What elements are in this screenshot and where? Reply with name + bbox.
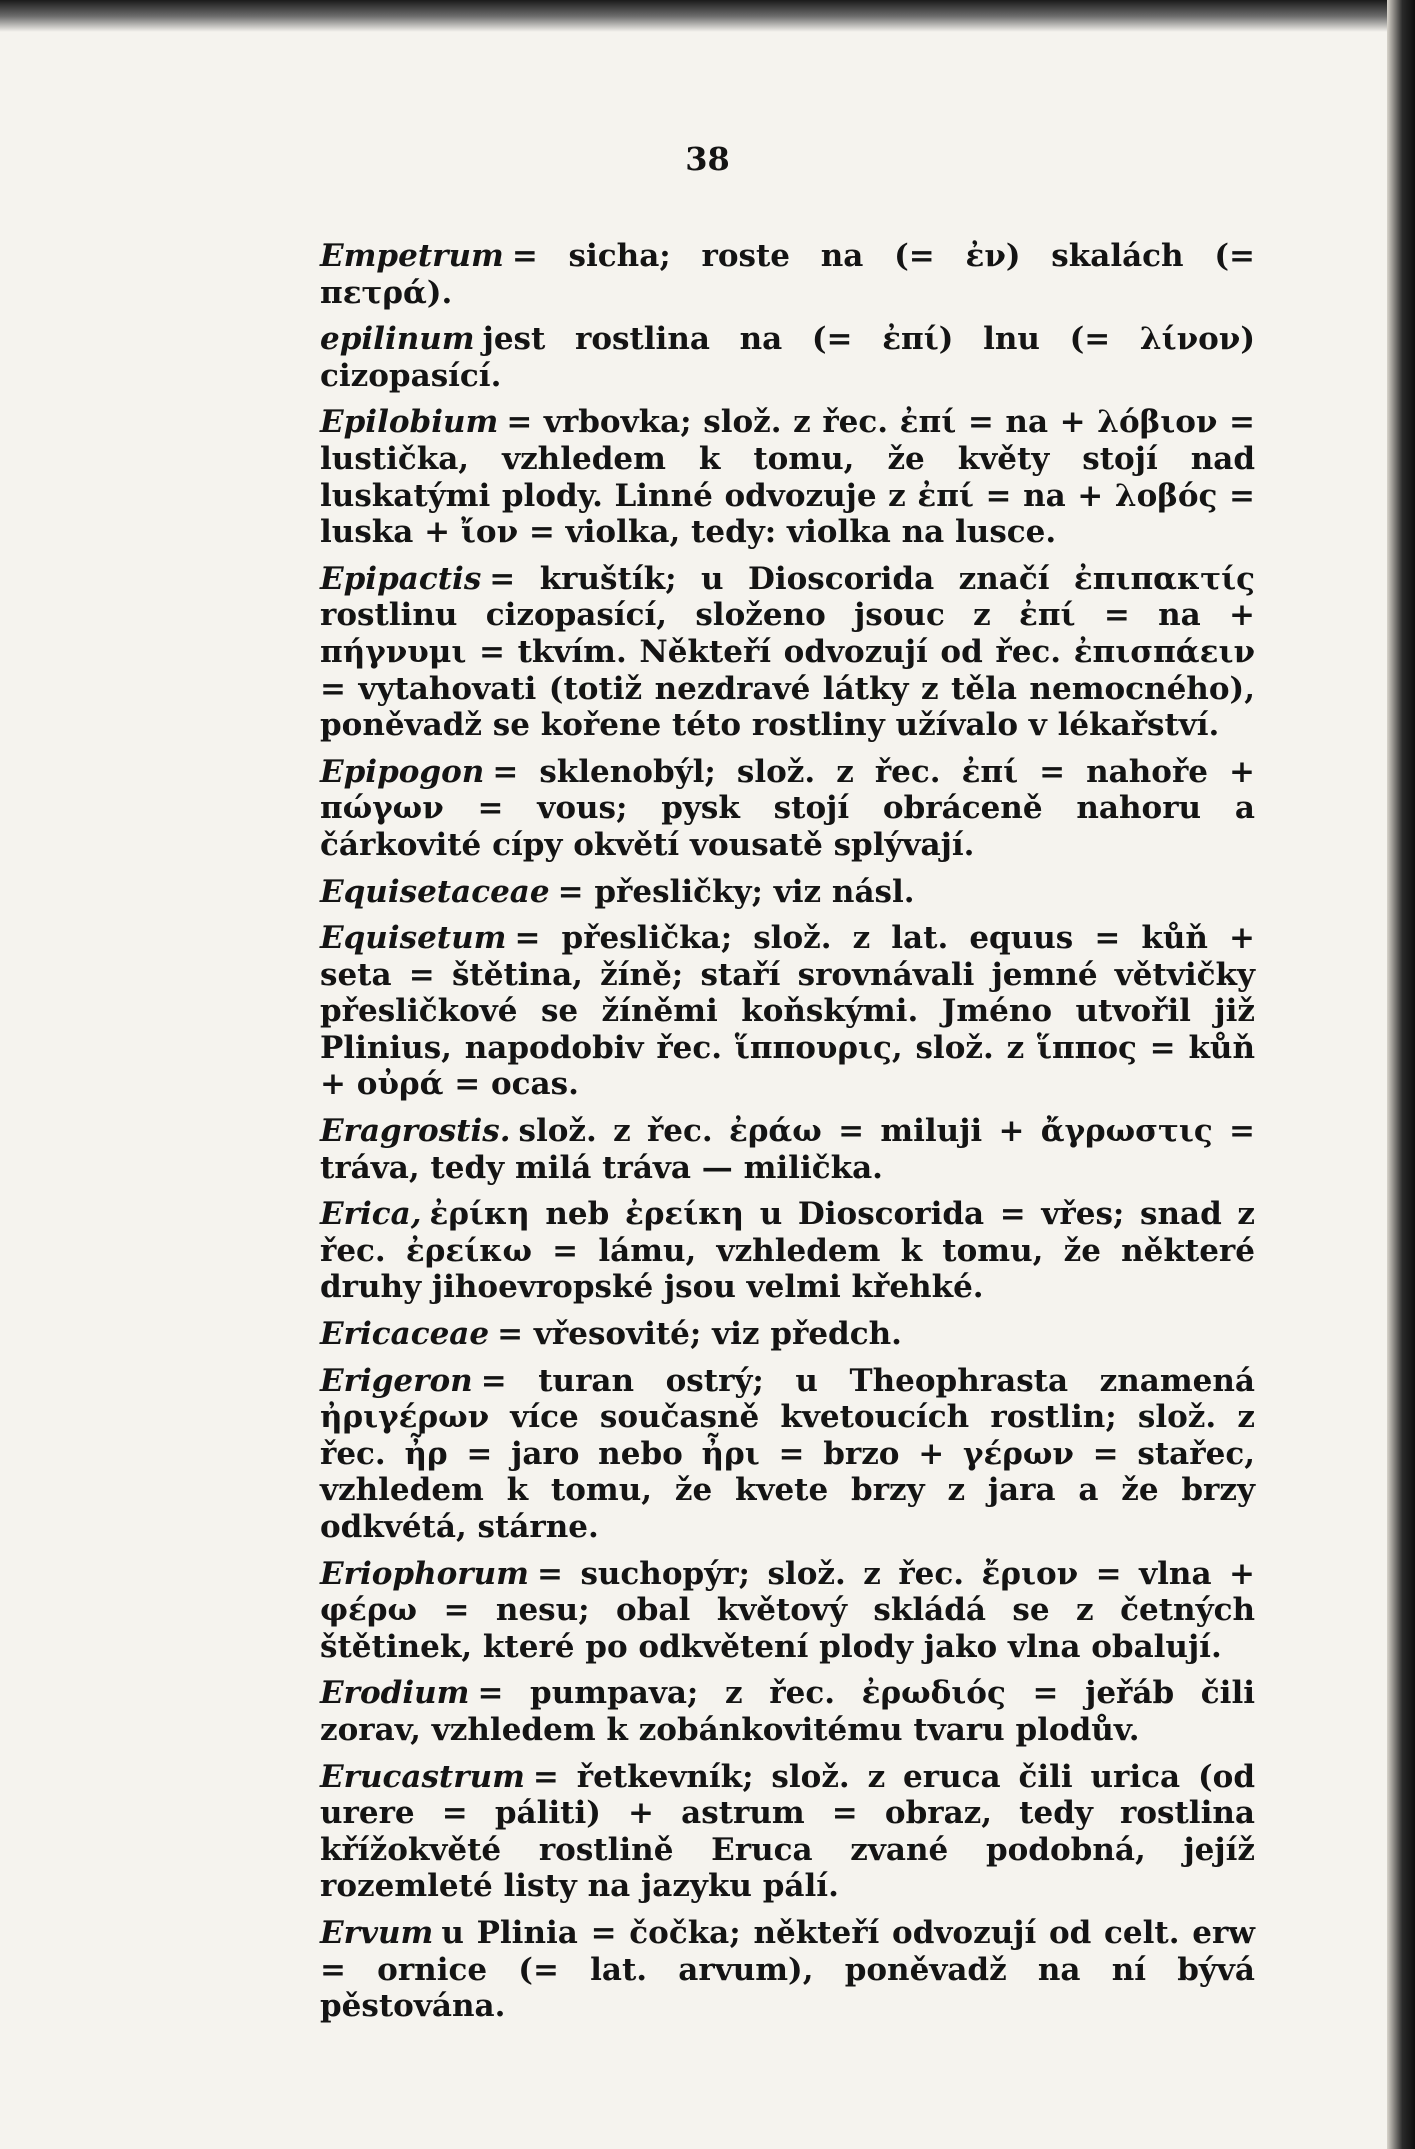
scan-shadow-right (1387, 0, 1415, 2149)
entry-epipactis (320, 561, 1255, 744)
entry-term: Equisetaceae (320, 873, 550, 910)
entry-text: u Plinia = čočka; někteří odvozují od celt. erw = ornice (= lat. arvum), poněvadž na ní bývá pěstována. (320, 1914, 1255, 2025)
entry-term: Erucastrum (320, 1758, 525, 1795)
entry-term: Erica, (320, 1196, 422, 1233)
entry-epilinum (320, 321, 1255, 394)
entry-ericaceae (320, 1316, 1255, 1353)
entry-term: Eragrostis. (320, 1113, 511, 1150)
entry-text: = přeslička; slož. z lat. equus = kůň + seta = štětina, žíně; staří srovnávali jemné větvičky přesličkové se žíněmi koňskými. Jméno utvořil již Plinius, napodobiv řec. ἵππουρις, slož. z ἵππος = kůň + οὐρά = ocas. (320, 920, 1255, 1103)
entry-empetrum (320, 238, 1255, 311)
entry-text: = pumpava; z řec. ἐρωδιός = jeřáb čili zorav, vzhledem k zobánkovitému tvaru plodův. (320, 1675, 1255, 1748)
entry-text: = suchopýr; slož. z řec. ἔριον = vlna + φέρω = nesu; obal květový skládá se z četných štětinek, které po odkvětení plody jako vlna obalují. (320, 1555, 1255, 1665)
entry-term: Ericaceae (320, 1316, 490, 1353)
entry-equisetum (320, 920, 1255, 1103)
entry-text: ἐρίκη neb ἐρείκη u Dioscorida = vřes; snad z řec. ἐρείκω = lámu, vzhledem k tomu, že některé druhy jihoevropské jsou velmi křehké. (320, 1196, 1255, 1306)
entry-term: Equisetum (320, 920, 507, 957)
entry-text: = sklenobýl; slož. z řec. ἐπί = nahoře + πώγων = vous; pysk stojí obráceně nahoru a čárkovité cípy okvětí vousatě splývají. (320, 753, 1255, 863)
entry-text: = vrbovka; slož. z řec. ἐπί = na + λόβιον = lustička, vzhledem k tomu, že květy stojí nad luskatými plody. Linné odvozuje z ἐπί = na + λοβός = luska + ἴον = violka, tedy: violka na lusce. (320, 404, 1255, 551)
entry-eriophorum (320, 1556, 1255, 1666)
entry-text: = sicha; roste na (= ἐν) skalách (= πετρά). (320, 238, 1255, 311)
entry-text: jest rostlina na (= ἐπί) lnu (= λίνον) cizopasící. (320, 321, 1255, 394)
entry-term: Eriophorum (320, 1555, 529, 1592)
entry-equisetaceae (320, 874, 1255, 911)
entry-epipogon (320, 754, 1255, 864)
entry-term: Erodium (320, 1675, 470, 1712)
entry-erica (320, 1196, 1255, 1306)
entry-term: Epipogon (320, 753, 485, 790)
entry-text: = přesličky; viz násl. (557, 873, 915, 910)
scan-shadow-top (0, 0, 1415, 32)
entry-erucastrum (320, 1759, 1255, 1905)
entry-text: slož. z řec. ἐράω = miluji + ἄγρωστις = tráva, tedy milá tráva — milička. (320, 1113, 1255, 1186)
entry-text: = řetkevník; slož. z eruca čili urica (od urere = páliti) + astrum = obraz, tedy rostlina křížokvěté rostlině Eruca zvané podobná, jejíž rozemleté listy na jazyku pálí. (320, 1758, 1255, 1905)
page-number: 38 (685, 140, 730, 178)
entry-term: Erigeron (320, 1362, 473, 1399)
entry-text: = turan ostrý; u Theophrasta znamená ἠριγέρων více současně kvetoucích rostlin; slož. z řec. ἦρ = jaro nebo ἦρι = brzo + γέρων = stařec, vzhledem k tomu, že kvete brzy z jara a že brzy odkvétá, stárne. (320, 1362, 1255, 1545)
entry-term: Ervum (320, 1914, 434, 1951)
entry-term: epilinum (320, 321, 475, 358)
entry-erodium (320, 1675, 1255, 1748)
entry-erigeron (320, 1363, 1255, 1546)
entry-eragrostis (320, 1113, 1255, 1186)
entry-ervum (320, 1915, 1255, 2025)
entry-term: Epipactis (320, 560, 482, 597)
entry-text: = kruštík; u Dioscorida značí ἐπιπακτίς rostlinu cizopasící, složeno jsouc z ἐπί = na + πήγνυμι = tkvím. Někteří odvozují od řec. ἐπισπάειν = vytahovati (totiž nezdravé látky z těla nemocného), poněvadž se kořene této rostliny užívalo v lékařství. (320, 560, 1255, 744)
entry-term: Epilobium (320, 404, 499, 441)
entry-text: = vřesovité; viz předch. (497, 1316, 902, 1353)
entry-epilobium (320, 404, 1255, 550)
entry-term: Empetrum (320, 238, 504, 274)
dictionary-entries (320, 238, 1255, 2035)
